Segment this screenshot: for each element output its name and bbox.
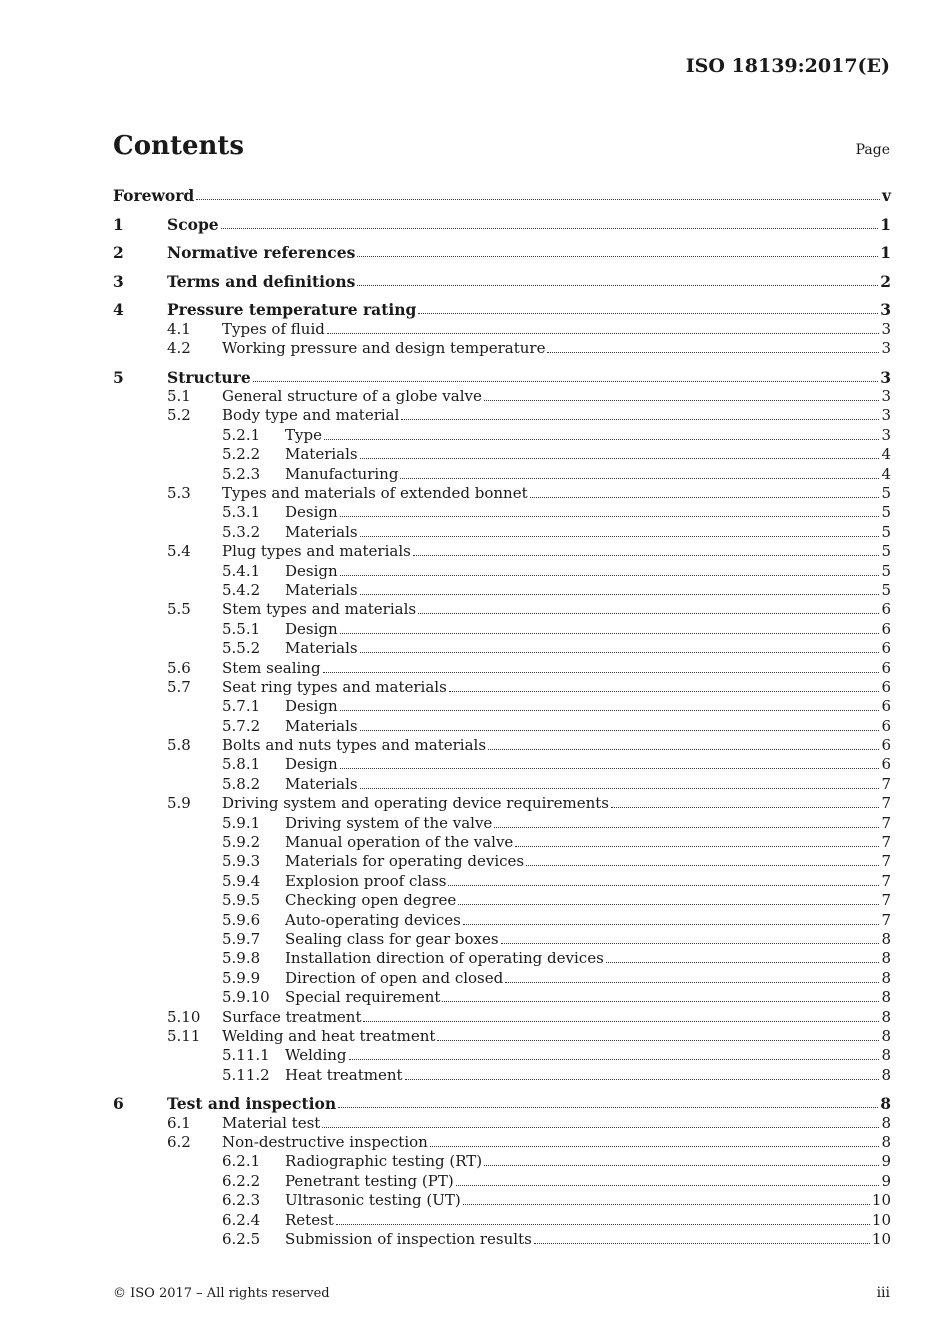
toc-entry-title: Working pressure and design temperature <box>222 339 546 358</box>
toc-entry-number: 5.2.3 <box>222 464 261 483</box>
toc-entry[interactable] <box>113 814 891 833</box>
dot-leader <box>456 1172 880 1186</box>
toc-entry-page: 8 <box>881 949 891 968</box>
toc-entry[interactable] <box>113 581 891 600</box>
toc-entry[interactable] <box>113 272 891 291</box>
dot-leader <box>340 503 880 517</box>
toc-entry-number: 5.8 <box>167 736 191 755</box>
toc-entry-number: 5.7.1 <box>222 697 261 716</box>
toc-entry-page: 6 <box>881 736 891 755</box>
toc-entry[interactable] <box>113 1046 891 1065</box>
toc-entry-page: 3 <box>880 300 891 320</box>
toc-entry-page: 9 <box>881 1152 891 1171</box>
toc-entry-page: 8 <box>881 1046 891 1065</box>
toc-entry-page: 6 <box>881 716 891 735</box>
toc-entry-page: 10 <box>871 1230 891 1249</box>
dot-leader <box>484 387 880 401</box>
toc-entry-title: Plug types and materials <box>222 542 411 561</box>
toc-entry[interactable] <box>113 1066 891 1085</box>
toc-entry-title: Design <box>285 619 338 638</box>
toc-entry[interactable] <box>113 891 891 910</box>
toc-entry-page: 8 <box>881 1113 891 1132</box>
toc-entry-page: 7 <box>881 813 891 832</box>
toc-entry[interactable] <box>113 1191 891 1210</box>
toc-entry-title: Heat treatment <box>285 1065 403 1084</box>
dot-leader <box>196 186 880 200</box>
toc-entry-page: 3 <box>881 339 891 358</box>
dot-leader <box>442 988 879 1002</box>
toc-entry-page: 8 <box>881 1026 891 1045</box>
toc-entry-number: 5.8.2 <box>222 774 261 793</box>
toc-entry-title: Design <box>285 755 338 774</box>
toc-entry-number: 6.2 <box>167 1133 191 1152</box>
dot-leader <box>360 717 880 731</box>
dot-leader <box>338 1094 878 1108</box>
dot-leader <box>401 406 879 420</box>
dot-leader <box>323 659 880 673</box>
toc-entry-title: Seat ring types and materials <box>222 677 447 696</box>
toc-entry[interactable] <box>113 755 891 774</box>
toc-entry-number: 4 <box>113 300 124 320</box>
toc-entry[interactable] <box>113 775 891 794</box>
toc-entry-page: 7 <box>881 794 891 813</box>
toc-entry[interactable] <box>113 484 891 503</box>
toc-entry-title: Test and inspection <box>167 1094 337 1114</box>
toc-entry-number: 5.7.2 <box>222 716 261 735</box>
toc-entry-page: 7 <box>881 891 891 910</box>
toc-entry-title: Checking open degree <box>285 891 457 910</box>
dot-leader <box>360 581 880 595</box>
toc-entry-title: Auto-operating devices <box>285 910 461 929</box>
toc-entry[interactable] <box>113 1133 891 1152</box>
dot-leader <box>349 1046 880 1060</box>
toc-entry-title: Welding <box>285 1046 347 1065</box>
dot-leader <box>357 243 878 257</box>
toc-entry-number: 5.6 <box>167 658 191 677</box>
copyright-notice: © ISO 2017 – All rights reserved <box>113 1286 330 1301</box>
toc-entry[interactable] <box>113 736 891 755</box>
dot-leader <box>221 215 879 229</box>
toc-entry-page: v <box>881 186 891 205</box>
dot-leader <box>418 300 878 314</box>
toc-entry-number: 5.9.4 <box>222 871 261 890</box>
toc-entry-title: Retest <box>285 1210 334 1229</box>
toc-entry-title: Special requirement <box>285 988 441 1007</box>
toc-entry-number: 5.3 <box>167 484 191 503</box>
toc-entry-page: 3 <box>881 425 891 444</box>
dot-leader <box>494 814 879 828</box>
toc-entry-number: 5.3.1 <box>222 503 261 522</box>
toc-entry-title: Stem sealing <box>222 658 321 677</box>
toc-entry-page: 8 <box>881 988 891 1007</box>
toc-entry-page: 6 <box>881 619 891 638</box>
toc-entry-title: Welding and heat treatment <box>222 1026 436 1045</box>
toc-entry-page: 5 <box>881 503 891 522</box>
toc-entry-number: 5.4.2 <box>222 580 261 599</box>
toc-entry-title: Foreword <box>113 186 195 205</box>
toc-entry-title: Stem types and materials <box>222 600 417 619</box>
toc-entry[interactable] <box>113 426 891 445</box>
toc-entry-title: Types of fluid <box>222 319 325 338</box>
toc-entry[interactable] <box>113 1008 891 1027</box>
toc-entry[interactable] <box>113 523 891 542</box>
dot-leader <box>324 426 879 440</box>
toc-entry-number: 5.8.1 <box>222 755 261 774</box>
dot-leader <box>505 969 879 983</box>
toc-entry-page: 3 <box>881 406 891 425</box>
toc-entry-title: Body type and material <box>222 406 400 425</box>
page-number: iii <box>876 1285 890 1301</box>
dot-leader <box>526 852 879 866</box>
dot-leader <box>400 465 879 479</box>
toc-entry-title: Non-destructive inspection <box>222 1133 428 1152</box>
toc-entry-page: 1 <box>880 214 891 234</box>
toc-entry[interactable] <box>113 503 891 522</box>
toc-entry-title: Materials <box>285 774 358 793</box>
dot-leader <box>360 775 880 789</box>
toc-entry-title: Materials <box>285 522 358 541</box>
toc-entry-number: 5.2.2 <box>222 445 261 464</box>
toc-entry-number: 5.9.7 <box>222 930 261 948</box>
toc-entry-number: 5.7 <box>167 677 191 696</box>
toc-entry-page: 8 <box>881 1065 891 1084</box>
toc-entry-number: 5.9.10 <box>222 988 270 1007</box>
toc-entry[interactable] <box>113 186 891 205</box>
toc-entry-page: 7 <box>881 774 891 793</box>
toc-entry-page: 3 <box>881 387 891 406</box>
toc-entry[interactable] <box>113 969 891 988</box>
toc-entry-page: 8 <box>881 968 891 987</box>
toc-entry-title: Material test <box>222 1113 321 1132</box>
toc-entry-title: Radiographic testing (RT) <box>285 1152 483 1171</box>
toc-entry[interactable] <box>113 368 891 387</box>
dot-leader <box>360 639 880 653</box>
toc-entry-title: Sealing class for gear boxes <box>285 930 499 948</box>
toc-entry-page: 7 <box>881 852 891 871</box>
toc-entry-page: 1 <box>880 243 891 263</box>
toc-entry[interactable] <box>113 1172 891 1191</box>
dot-leader <box>547 339 879 353</box>
toc-entry-number: 6 <box>113 1094 124 1114</box>
dot-leader <box>363 1008 879 1022</box>
toc-entry-number: 6.2.5 <box>222 1230 261 1249</box>
toc-entry[interactable] <box>113 542 891 561</box>
toc-entry-page: 6 <box>881 600 891 619</box>
dot-leader <box>360 523 880 537</box>
toc-entry-page: 4 <box>881 445 891 464</box>
dot-leader <box>253 368 879 382</box>
dot-leader <box>463 1191 870 1205</box>
toc-entry-number: 6.2.1 <box>222 1152 261 1171</box>
toc-entry[interactable] <box>113 872 891 891</box>
toc-entry[interactable] <box>113 243 891 262</box>
dot-leader <box>448 872 879 886</box>
toc-entry[interactable] <box>113 620 891 639</box>
toc-entry-title: Manufacturing <box>285 464 399 483</box>
toc-entry[interactable] <box>113 1211 891 1230</box>
toc-entry-number: 5.11.2 <box>222 1065 270 1084</box>
toc-entry-page: 7 <box>881 833 891 852</box>
toc-entry-number: 6.2.3 <box>222 1191 261 1210</box>
toc-entry[interactable] <box>113 600 891 619</box>
toc-entry[interactable] <box>113 659 891 678</box>
toc-entry-title: Pressure temperature rating <box>167 300 417 320</box>
toc-entry[interactable] <box>113 717 891 736</box>
toc-entry[interactable] <box>113 930 891 949</box>
toc-entry-number: 5.4.1 <box>222 561 261 580</box>
dot-leader <box>327 320 880 334</box>
toc-entry[interactable] <box>113 852 891 871</box>
toc-entry-number: 2 <box>113 243 124 263</box>
toc-entry-number: 5.3.2 <box>222 522 261 541</box>
toc-entry-page: 8 <box>880 1094 891 1114</box>
toc-entry-page: 9 <box>881 1171 891 1190</box>
toc-entry[interactable] <box>113 1152 891 1171</box>
toc-entry[interactable] <box>113 1094 891 1113</box>
toc-entry-title: Surface treatment <box>222 1007 362 1026</box>
toc-entry-page: 5 <box>881 542 891 561</box>
toc-entry[interactable] <box>113 320 891 339</box>
toc-entry-title: Type <box>285 425 322 444</box>
toc-entry-number: 5.10 <box>167 1007 201 1026</box>
toc-entry-title: Scope <box>167 214 219 234</box>
toc-entry-page: 5 <box>881 561 891 580</box>
toc-entry-number: 5.5.1 <box>222 619 261 638</box>
table-of-contents <box>113 186 891 1249</box>
toc-entry[interactable] <box>113 833 891 852</box>
toc-entry-number: 5.9.8 <box>222 949 261 968</box>
toc-entry[interactable] <box>113 215 891 234</box>
toc-entry-title: Direction of open and closed <box>285 968 504 987</box>
toc-entry-number: 3 <box>113 271 124 291</box>
toc-entry-number: 5.9.2 <box>222 833 261 852</box>
dot-leader <box>463 911 880 925</box>
toc-entry-title: General structure of a globe valve <box>222 387 482 406</box>
dot-leader <box>360 445 880 459</box>
toc-entry-number: 5.9 <box>167 794 191 813</box>
dot-leader <box>322 1114 879 1128</box>
toc-entry[interactable] <box>113 639 891 658</box>
toc-entry-page: 2 <box>880 271 891 291</box>
toc-entry-number: 5.11.1 <box>222 1046 270 1065</box>
toc-entry[interactable] <box>113 697 891 716</box>
dot-leader <box>418 600 879 614</box>
toc-entry-title: Installation direction of operating devices <box>285 949 604 968</box>
toc-entry-page: 5 <box>881 522 891 541</box>
dot-leader <box>430 1133 880 1147</box>
dot-leader <box>340 562 880 576</box>
toc-entry-title: Penetrant testing (PT) <box>285 1171 454 1190</box>
toc-entry-page: 7 <box>881 871 891 890</box>
toc-entry-page: 10 <box>871 1210 891 1229</box>
toc-entry-number: 5.9.1 <box>222 813 261 832</box>
dot-leader <box>534 1230 870 1244</box>
toc-entry[interactable] <box>113 562 891 581</box>
toc-entry-page: 8 <box>881 1133 891 1152</box>
toc-entry[interactable] <box>113 387 891 406</box>
toc-entry-title: Types and materials of extended bonnet <box>222 484 528 503</box>
toc-entry-page: 7 <box>881 910 891 929</box>
toc-entry-number: 5.9.5 <box>222 891 261 910</box>
toc-entry-number: 5.1 <box>167 387 191 406</box>
dot-leader <box>606 949 880 963</box>
toc-entry-page: 3 <box>880 367 891 387</box>
toc-entry-title: Design <box>285 697 338 716</box>
dot-leader <box>340 620 880 634</box>
toc-entry[interactable] <box>113 1027 891 1046</box>
toc-entry-number: 5.2.1 <box>222 425 261 444</box>
toc-entry-number: 6.2.4 <box>222 1210 261 1229</box>
toc-entry-page: 8 <box>881 1007 891 1026</box>
toc-entry-page: 10 <box>871 1191 891 1210</box>
toc-entry[interactable] <box>113 406 891 425</box>
toc-entry-number: 4.1 <box>167 319 191 338</box>
contents-title: Contents <box>113 131 245 161</box>
toc-entry[interactable] <box>113 678 891 697</box>
toc-entry-title: Materials <box>285 716 358 735</box>
toc-entry-title: Driving system of the valve <box>285 813 493 832</box>
toc-entry-number: 5.9.9 <box>222 968 261 987</box>
toc-entry[interactable] <box>113 988 891 1007</box>
toc-entry-number: 5.4 <box>167 542 191 561</box>
toc-entry-title: Normative references <box>167 243 356 263</box>
toc-entry-number: 5 <box>113 367 124 387</box>
dot-leader <box>449 678 880 692</box>
dot-leader <box>413 542 880 556</box>
dot-leader <box>336 1211 870 1225</box>
toc-entry-title: Materials <box>285 639 358 658</box>
toc-entry-number: 6.2.2 <box>222 1171 261 1190</box>
dot-leader <box>501 930 880 944</box>
dot-leader <box>357 272 878 286</box>
toc-entry[interactable] <box>113 445 891 464</box>
toc-entry-page: 3 <box>881 319 891 338</box>
toc-entry-number: 6.1 <box>167 1113 191 1132</box>
toc-entry-title: Design <box>285 561 338 580</box>
dot-leader <box>611 794 880 808</box>
dot-leader <box>340 697 880 711</box>
toc-entry-title: Materials <box>285 580 358 599</box>
document-id: ISO 18139:2017(E) <box>685 55 890 77</box>
toc-entry[interactable] <box>113 949 891 968</box>
toc-entry-page: 6 <box>881 677 891 696</box>
toc-entry[interactable] <box>113 1230 891 1249</box>
toc-entry[interactable] <box>113 300 891 319</box>
toc-entry-title: Structure <box>167 367 251 387</box>
toc-entry-title: Explosion proof class <box>285 871 447 890</box>
toc-entry-title: Submission of inspection results <box>285 1230 532 1249</box>
toc-entry-page: 6 <box>881 658 891 677</box>
toc-entry-title: Manual operation of the valve <box>285 833 514 852</box>
toc-entry-title: Design <box>285 503 338 522</box>
toc-entry-page: 5 <box>881 484 891 503</box>
toc-entry[interactable] <box>113 339 891 358</box>
toc-entry-page: 6 <box>881 755 891 774</box>
toc-entry-title: Driving system and operating device requirements <box>222 794 609 813</box>
toc-entry[interactable] <box>113 1114 891 1133</box>
toc-entry-number: 5.5 <box>167 600 191 619</box>
toc-entry-title: Materials <box>285 445 358 464</box>
toc-entry-page: 8 <box>881 930 891 948</box>
toc-entry-number: 5.2 <box>167 406 191 425</box>
toc-entry-number: 5.11 <box>167 1026 201 1045</box>
toc-entry-title: Materials for operating devices <box>285 852 525 871</box>
dot-leader <box>405 1066 880 1080</box>
dot-leader <box>484 1152 879 1166</box>
dot-leader <box>458 891 879 905</box>
toc-entry-page: 6 <box>881 697 891 716</box>
toc-entry-number: 5.5.2 <box>222 639 261 658</box>
toc-entry-page: 6 <box>881 639 891 658</box>
toc-entry-title: Ultrasonic testing (UT) <box>285 1191 461 1210</box>
toc-entry-title: Terms and definitions <box>167 271 356 291</box>
dot-leader <box>340 755 880 769</box>
toc-entry-number: 1 <box>113 214 124 234</box>
dot-leader <box>515 833 879 847</box>
toc-entry[interactable] <box>113 794 891 813</box>
dot-leader <box>437 1027 879 1041</box>
toc-entry-page: 5 <box>881 580 891 599</box>
toc-entry-number: 5.9.6 <box>222 910 261 929</box>
toc-entry[interactable] <box>113 465 891 484</box>
dot-leader <box>530 484 880 498</box>
toc-entry-page: 4 <box>881 464 891 483</box>
toc-entry-number: 4.2 <box>167 339 191 358</box>
toc-entry-number: 5.9.3 <box>222 852 261 871</box>
toc-entry-title: Bolts and nuts types and materials <box>222 736 487 755</box>
page-column-label: Page <box>855 142 890 158</box>
toc-entry[interactable] <box>113 911 891 930</box>
dot-leader <box>488 736 879 750</box>
